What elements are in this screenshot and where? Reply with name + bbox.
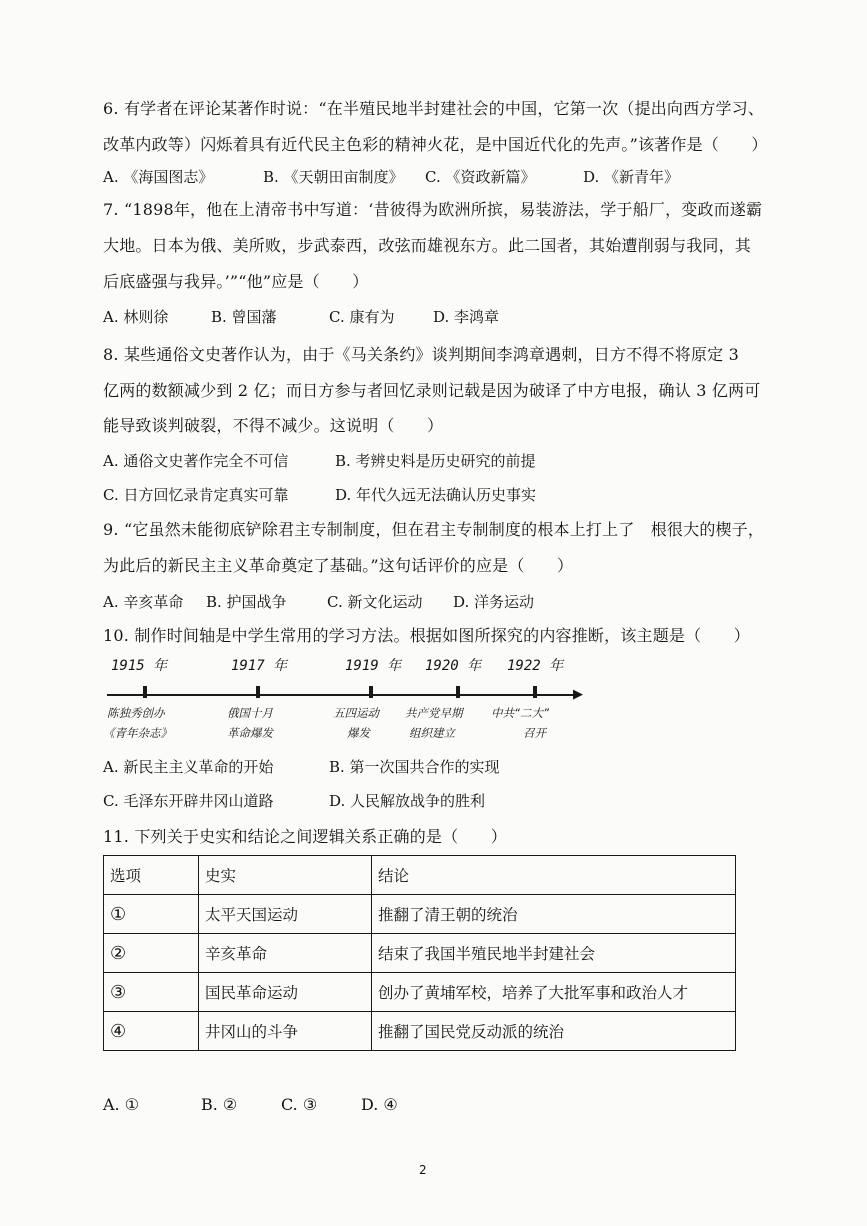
- q11-option-a[interactable]: A. ①: [103, 1095, 140, 1114]
- row-4-option: ④: [104, 1012, 199, 1051]
- timeline-arrow-icon: ▶: [573, 687, 583, 702]
- q11-table: [103, 855, 736, 1051]
- q8-options-row1: [103, 450, 783, 472]
- timeline-year-1915: 1915 年: [111, 658, 168, 674]
- timeline-tick-1919: [369, 686, 373, 698]
- row-2-fact: 辛亥革命: [199, 934, 372, 973]
- q11-options: [103, 1094, 783, 1116]
- q11-stem: 11. 下列关于史实和结论之间逻辑关系正确的是（ ）: [103, 827, 507, 846]
- q9-option-c[interactable]: C. 新文化运动: [327, 593, 423, 611]
- timeline-event-1922-line2: 召开: [523, 726, 546, 740]
- timeline-event-1915-line2: 《青年杂志》: [103, 726, 172, 740]
- row-2-conclusion: 结束了我国半殖民地半封建社会: [372, 934, 736, 973]
- q7-option-c[interactable]: C. 康有为: [329, 308, 395, 326]
- timeline-tick-1915: [143, 686, 147, 698]
- q8-option-d[interactable]: D. 年代久远无法确认历史事实: [335, 486, 537, 504]
- q10-option-b[interactable]: B. 第一次国共合作的实现: [329, 758, 500, 776]
- timeline-tick-1922: [533, 686, 537, 698]
- timeline-year-1917: 1917 年: [231, 658, 288, 674]
- timeline-event-1920-line1: 共产党早期: [405, 706, 463, 720]
- header-fact: 史实: [199, 856, 372, 895]
- timeline-event-1920-line2: 组织建立: [409, 726, 455, 740]
- q8-stem-line1: 8. 某些通俗文史著作认为，由于《马关条约》谈判期间李鸿章遇刺，日方不得不将原定 3: [103, 345, 740, 364]
- timeline-event-1922-line1: 中共“二大”: [491, 706, 549, 720]
- q11-option-c[interactable]: C. ③: [281, 1095, 318, 1114]
- q8-stem-line2: 亿两的数额减少到 2 亿；而日方参与者回忆录则记载是因为破译了中方电报，确认 3 亿两可: [103, 381, 761, 400]
- q8-option-a[interactable]: A. 通俗文史著作完全不可信: [103, 452, 289, 470]
- q10-option-a[interactable]: A. 新民主主义革命的开始: [103, 758, 274, 776]
- q6-option-d[interactable]: D. 《新青年》: [583, 168, 680, 186]
- timeline-event-1919-line2: 爆发: [347, 726, 370, 740]
- q7-option-a[interactable]: A. 林则徐: [103, 308, 169, 326]
- q8-option-b[interactable]: B. 考辨史料是历史研究的前提: [335, 452, 536, 470]
- row-4-conclusion: 推翻了国民党反动派的统治: [372, 1012, 736, 1051]
- table-row: [104, 934, 736, 973]
- q10-options-row1: [103, 756, 783, 778]
- q8-option-c[interactable]: C. 日方回忆录肯定真实可靠: [103, 486, 289, 504]
- q7-stem-line3: 后底盛强与我异。’”“他”应是（ ）: [103, 272, 369, 291]
- timeline-year-1920: 1920 年: [425, 658, 482, 674]
- row-2-option: ②: [104, 934, 199, 973]
- q10-option-d[interactable]: D. 人民解放战争的胜利: [329, 792, 486, 810]
- timeline-event-1917-line2: 革命爆发: [227, 726, 273, 740]
- q6-option-a[interactable]: A. 《海国图志》: [103, 168, 214, 186]
- q9-option-a[interactable]: A. 辛亥革命: [103, 593, 184, 611]
- table-row: [104, 1012, 736, 1051]
- row-1-conclusion: 推翻了清王朝的统治: [372, 895, 736, 934]
- q9-options: [103, 591, 783, 613]
- header-option: 选项: [104, 856, 199, 895]
- q11-option-d[interactable]: D. ④: [361, 1095, 398, 1114]
- row-3-option: ③: [104, 973, 199, 1012]
- q8-stem-line3: 能导致谈判破裂，不得不减少。这说明（ ）: [103, 416, 444, 435]
- q6-option-b[interactable]: B. 《天朝田亩制度》: [263, 168, 404, 186]
- q7-option-d[interactable]: D. 李鸿章: [433, 308, 500, 326]
- timeline-axis: [107, 694, 577, 696]
- timeline-tick-1920: [456, 686, 460, 698]
- table-row: [104, 973, 736, 1012]
- row-4-fact: 井冈山的斗争: [199, 1012, 372, 1051]
- row-3-fact: 国民革命运动: [199, 973, 372, 1012]
- row-1-option: ①: [104, 895, 199, 934]
- q6-stem-line2: 改革内政等）闪烁着具有近代民主色彩的精神火花，是中国近代化的先声。”该著作是（ ）: [103, 135, 768, 154]
- q9-option-b[interactable]: B. 护国战争: [206, 593, 287, 611]
- q9-stem-line2: 为此后的新民主主义革命奠定了基础。”这句话评价的应是（ ）: [103, 556, 574, 575]
- table-row: [104, 895, 736, 934]
- q8-options-row2: [103, 484, 783, 506]
- timeline-event-1917-line1: 俄国十月: [227, 706, 273, 720]
- q10-options-row2: [103, 790, 783, 812]
- q6-stem-line1: 6. 有学者在评论某著作时说：“在半殖民地半封建社会的中国，它第一次（提出向西方学习、: [103, 99, 765, 118]
- q7-stem-line2: 大地。日本为俄、美所败，步武泰西，改弦而雄视东方。此二国者，其始遭削弱与我同，其: [103, 236, 752, 255]
- q7-options: [103, 306, 783, 328]
- q11-option-b[interactable]: B. ②: [201, 1095, 238, 1114]
- row-1-fact: 太平天国运动: [199, 895, 372, 934]
- q9-stem-line1: 9. “它虽然未能彻底铲除君主专制制度，但在君主专制制度的根本上打上了 根很大的楔子，: [103, 520, 765, 539]
- timeline-tick-1917: [256, 686, 260, 698]
- timeline-figure: [103, 655, 603, 750]
- timeline-year-1919: 1919 年: [345, 658, 402, 674]
- timeline-event-1915-line1: 陈独秀创办: [107, 706, 165, 720]
- q7-option-b[interactable]: B. 曾国藩: [211, 308, 277, 326]
- q10-stem: 10. 制作时间轴是中学生常用的学习方法。根据如图所探究的内容推断，该主题是（ ）: [103, 626, 750, 645]
- page-number: 2: [419, 1163, 427, 1177]
- q10-option-c[interactable]: C. 毛泽东开辟井冈山道路: [103, 792, 274, 810]
- table-header-row: [104, 856, 736, 895]
- q9-option-d[interactable]: D. 洋务运动: [453, 593, 535, 611]
- q7-stem-line1: 7. “1898年，他在上清帝书中写道：‘昔彼得为欧洲所摈，易装游法，学于船厂，变政而遂霸: [103, 200, 763, 219]
- header-conclusion: 结论: [372, 856, 736, 895]
- row-3-conclusion: 创办了黄埔军校，培养了大批军事和政治人才: [372, 973, 736, 1012]
- timeline-year-1922: 1922 年: [507, 658, 564, 674]
- q6-option-c[interactable]: C. 《资政新篇》: [425, 168, 536, 186]
- timeline-event-1919-line1: 五四运动: [333, 706, 379, 720]
- q6-options: [103, 166, 783, 188]
